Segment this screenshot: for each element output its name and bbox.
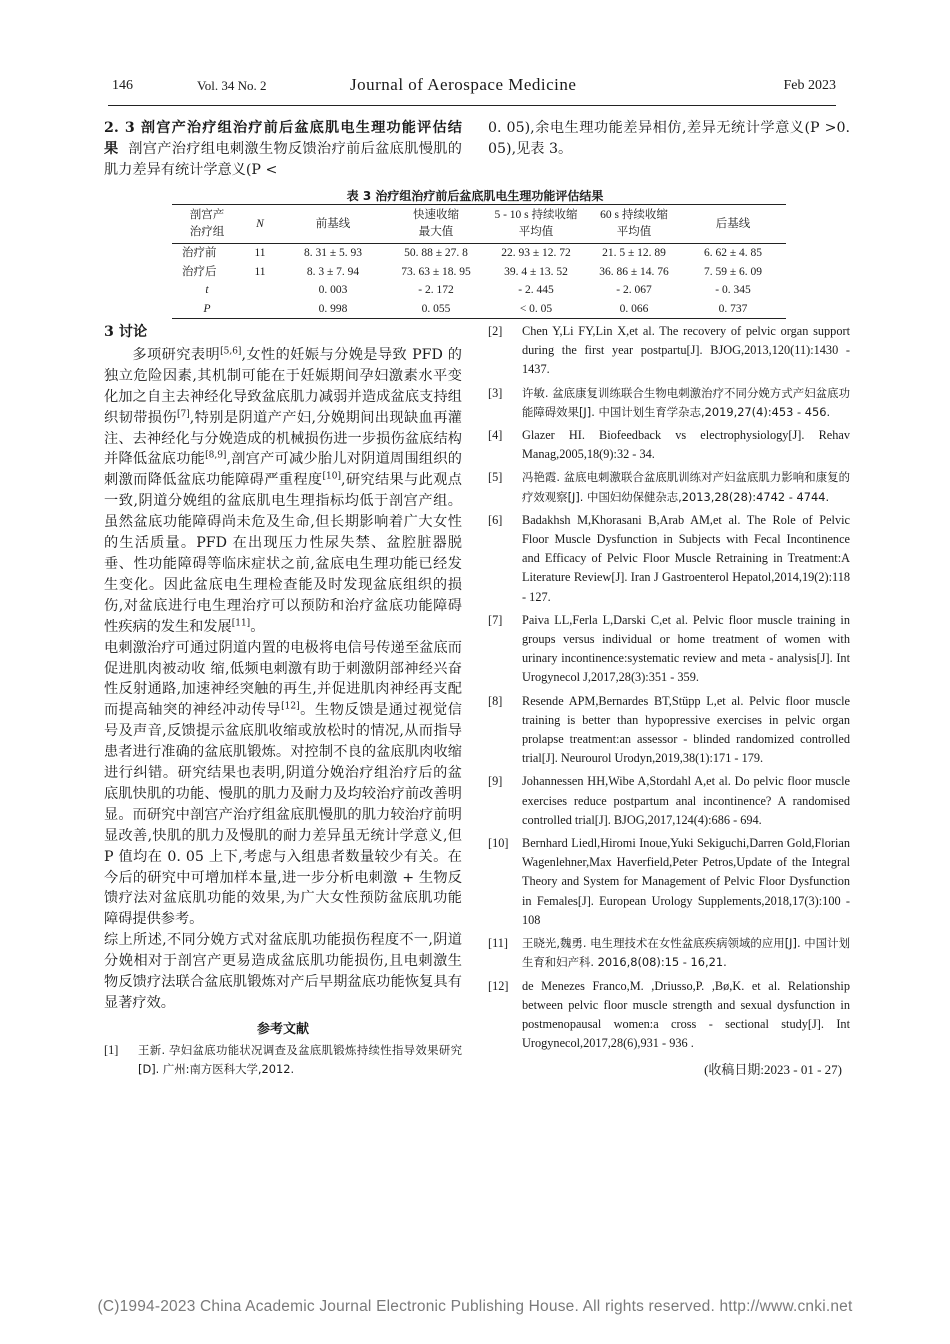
- received-date: (收稿日期:2023 - 01 - 27): [704, 1062, 842, 1078]
- table-cell: 11: [254, 265, 266, 278]
- col-n-header: N: [242, 205, 278, 244]
- table-cell: 6. 62 ± 4. 85: [703, 247, 763, 259]
- table-row: [172, 263, 786, 282]
- table-cell: 0. 003: [318, 284, 348, 296]
- references-title: 参考文献: [256, 1021, 309, 1037]
- table-row: [172, 281, 786, 300]
- table-cell: [242, 281, 278, 300]
- reference-item: [2] Chen Y,Li FY,Lin X,et al. The recovery of pelvic organ support during the first year postpartu[J]. BJOG,2013,120(11):1430 - 1437.: [488, 324, 850, 377]
- col-post-baseline-header: 后基线: [680, 205, 786, 244]
- discussion-paragraph-2: 电刺激治疗可通过阴道内置的电极将电信号传递至盆底而促进肌肉被动收 缩,低频电刺激有助于刺激阴部神经兴奋性反射通路,加速神经突触的再生,并促进肌肉神经再支配而提高轴突的神经冲动传导[12]。生物反馈是通过视觉信号及声音,反馈提示盆底肌收缩或放松时的情况,从而指导患者进行准确的盆底肌锻炼。对控制不良的盆底肌肉收缩进行纠错。研究结果也表明,阴道分娩治疗组治疗后的盆底肌快肌的功能、慢肌的肌力及耐力及均较治疗前改善明显。而研究中剖宫产治疗组盆底肌慢肌的肌力较治疗前明显改善,快肌的肌力及慢肌的耐力差异虽无统计学意义,但 P 值均在 0. 05 上下,考虑与入组患者数量较少有关。在今后的研究中可增加样本量,进一步分析电刺激 + 生物反馈疗法对盆底肌功能的效果,为广大女性预防盆底肌功能障碍提供参考。: [104, 639, 462, 928]
- table-cell: 0. 998: [278, 300, 388, 319]
- volume-issue: Vol. 34 No. 2: [197, 78, 267, 93]
- reference-item: [1] 王新. 孕妇盆底功能状况调查及盆底肌锻炼持续性指导效果研究[D]. 广州:南方医科大学,2012.: [104, 1042, 462, 1077]
- left-column: [104, 322, 462, 1083]
- table-cell: - 2. 445: [518, 284, 554, 296]
- reference-item: [8] Resende APM,Bernardes BT,Stüpp L,et al. Pelvic floor muscle training is better than hypopressive exercises in pelvic organ prolapse treatment:an assessor - blinded randomized controlled trial[J]. Neurourol Urodyn,2019,38(1):171 - 179.: [488, 693, 850, 766]
- col-pre-baseline-header: 前基线: [278, 205, 388, 244]
- discussion-paragraph-1: 多项研究表明[5,6],女性的妊娠与分娩是导致 PFD 的独立危险因素,其机制可能在于妊娠期间孕妇激素水平变化加之自主去神经化导致盆底肌力减弱并造成盆底支持组织韧带损伤[7],特别是阴道产产妇,分娩期间出现缺血再灌注、去神经化与分娩造成的机械损伤进一步损伤盆底结构并降低盆底功能[8,9],剖宫产可减少胎儿对阴道周围组织的刺激而降低盆底功能障碍严重程度[10],研究结果与此观点一致,阴道分娩组的盆底肌电生理指标均低于剖宫产组。虽然盆底功能障碍尚未危及生命,但长期影响着广大女性的生活质量。PFD 在出现压力性尿失禁、盆腔脏器脱垂、性功能障碍等临床症状之前,盆底电生理功能已经发生变化。因此盆底电生理检查能及时发现盆底组织的损伤,对盆底进行电生理治疗可以预防和治疗盆底功能障碍性疾病的发生和发展[11]。: [104, 346, 462, 635]
- table-3-title: 表 3 治疗组治疗前后盆底肌电生理功能评估结果: [346, 189, 604, 203]
- table-cell: 73. 63 ± 18. 95: [401, 265, 471, 278]
- copyright-footer: (C)1994-2023 China Academic Journal Electronic Publishing House. All rights reserved. http://www.cnki.net: [97, 1298, 853, 1315]
- table-header-row: [172, 205, 786, 244]
- discussion-heading: 3 讨论: [104, 324, 148, 340]
- issue-date: Feb 2023: [783, 78, 836, 93]
- reference-item: [9] Johannessen HH,Wibe A,Stordahl A,et al. Do pelvic floor muscle exercises reduce postpartum anal incontinence? A randomised controlled trial[J]. BJOG,2017,124(4):686 - 694.: [488, 774, 850, 827]
- table-cell: 50. 88 ± 27. 8: [404, 247, 468, 259]
- table-cell: 11: [254, 247, 266, 259]
- reference-item: [12] de Menezes Franco,M. ,Driusso,P. ,Bø,K. et al. Relationship between pelvic floor muscle strength and sexual dysfunction in postmenopausal women:a cross - sectional study[J]. Int Urogynecol,2017,28(6),931 - 936 .: [488, 978, 850, 1051]
- section-2-3-continued: [488, 118, 850, 160]
- header-rule: [108, 105, 836, 106]
- reference-item: [7] Paiva LL,Ferla L,Darski C,et al. Pelvic floor muscle training in groups versus individual or home treatment of women with urinary incontinence:systematic review and meta - analysis[J]. Int Urogynecol J,2017,28(3):351 - 359.: [488, 612, 850, 685]
- table-cell: P: [172, 300, 242, 319]
- page-number: 146: [112, 78, 133, 93]
- table-cell: - 2. 067: [616, 284, 652, 296]
- table-cell: - 0. 345: [715, 284, 751, 296]
- table-cell: 治疗后: [182, 265, 217, 278]
- table-cell: 0. 055: [388, 300, 484, 319]
- right-column-references: [488, 322, 850, 1078]
- section-2-3-heading: 2. 3 剖宫产治疗组治疗前后盆底肌电生理功能评估结果: [104, 120, 462, 157]
- reference-item: [6] Badakhsh M,Khorasani B,Arab AM,et al. The Role of Pelvic Floor Muscle Dysfunction in Subjects with Fecal Incontinence and Efficacy of Pelvic Floor Muscle Retraining in Treatment:A Literature Review[J]. Iran J Gastroenterol Hepatol,2014,19(2):118 - 127.: [488, 512, 850, 604]
- table-row: [172, 244, 786, 263]
- table-cell: 39. 4 ± 13. 52: [504, 265, 568, 278]
- section-2-3-body-right: 0. 05),余电生理功能差异相仿,差异无统计学意义(P >0. 05),见表 3。: [488, 120, 850, 157]
- col-group-header: 剖宫产 治疗组: [172, 205, 242, 244]
- col-rapid-header: 快速收缩 最大值: [388, 205, 484, 244]
- table-cell: 22. 93 ± 12. 72: [501, 247, 571, 259]
- table-cell: < 0. 05: [484, 300, 588, 319]
- reference-item: [4] Glazer HI. Biofeedback vs electrophysiology[J]. Rehav Manag,2005,18(9):32 - 34.: [488, 428, 850, 462]
- reference-item: [3] 许敏. 盆底康复训练联合生物电刺激治疗不同分娩方式产妇盆底功能障碍效果[J]. 中国计划生育学杂志,2019,27(4):453 - 456.: [488, 385, 850, 419]
- table-cell: t: [205, 284, 209, 296]
- table-cell: - 2. 172: [418, 284, 454, 296]
- reference-item: [5] 冯艳霞. 盆底电刺激联合盆底肌训练对产妇盆底肌力影响和康复的疗效观察[J]. 中国妇幼保健杂志,2013,28(28):4742 - 4744.: [488, 470, 850, 504]
- col-5-10s-header: 5 - 10 s 持续收缩 平均值: [484, 205, 588, 244]
- table-cell: 8. 31 ± 5. 93: [303, 247, 363, 259]
- table-3: [172, 204, 786, 319]
- section-2-3-text: [104, 118, 462, 181]
- discussion-paragraph-3: 综上所述,不同分娩方式对盆底肌功能损伤程度不一,阴道分娩相对于剖宫产更易造成盆底肌功能损伤,且电刺激生物反馈疗法联合盆底肌锻炼对产后早期盆底功能恢复具有显著疗效。: [104, 932, 462, 1011]
- journal-title: Journal of Aerospace Medicine: [350, 75, 577, 94]
- running-header: [112, 75, 836, 100]
- table-cell: 7. 59 ± 6. 09: [703, 265, 763, 278]
- table-cell: [242, 300, 278, 319]
- table-cell: 8. 3 ± 7. 94: [306, 265, 360, 278]
- table-cell: 36. 86 ± 14. 76: [599, 265, 669, 278]
- table-cell: 0. 066: [588, 300, 680, 319]
- section-2-3-body-left: 剖宫产治疗组电刺激生物反馈治疗前后盆底肌慢肌的肌力差异有统计学意义(P <: [104, 140, 462, 178]
- table-cell: 0. 737: [680, 300, 786, 319]
- table-row: [172, 300, 786, 319]
- section-2-3: [104, 118, 462, 181]
- table-cell: 治疗前: [182, 247, 217, 259]
- reference-item: [10] Bernhard Liedl,Hiromi Inoue,Yuki Sekiguchi,Darren Gold,Florian Wagenlehner,Max Haverfield,Peter Petros,Update of the Integral Theory and System for Management of Pelvic Floor Dysfunction in Females[J]. European Urology Supplements,2018,17(3):100 - 108: [488, 836, 850, 927]
- reference-item: [11] 王晓光,魏勇. 电生理技术在女性盆底疾病领域的应用[J]. 中国计划生育和妇产科. 2016,8(08):15 - 16,21.: [488, 936, 850, 970]
- col-60s-header: 60 s 持续收缩 平均值: [588, 205, 680, 244]
- table-cell: 21. 5 ± 12. 89: [602, 247, 666, 259]
